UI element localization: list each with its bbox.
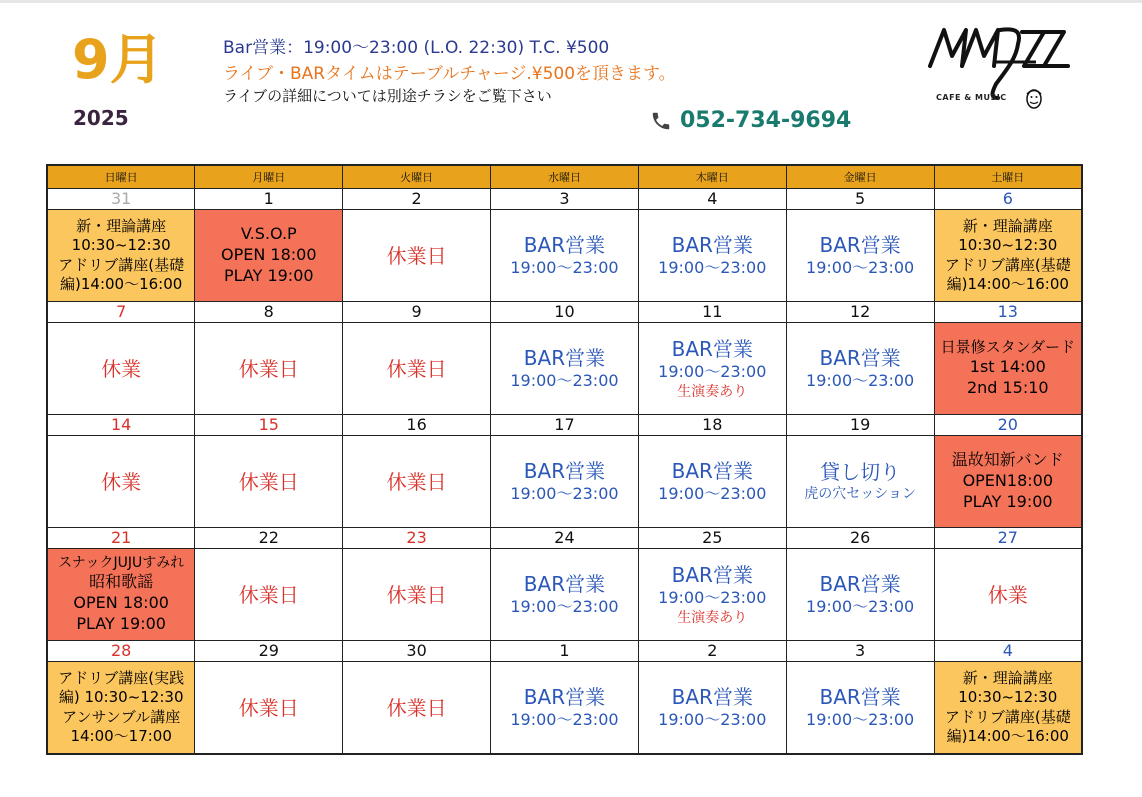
day-cell xyxy=(638,210,786,302)
event-text: BAR営業 xyxy=(671,685,753,710)
event-text: 休業 xyxy=(101,469,142,494)
face-icon xyxy=(1024,88,1044,110)
date-number-tue: 9 xyxy=(343,302,491,323)
event-text: 19:00〜23:00 xyxy=(658,588,767,607)
date-number-tue: 23 xyxy=(343,528,491,549)
date-number-thu: 18 xyxy=(638,415,786,436)
event-text: 2nd 15:10 xyxy=(966,378,1049,398)
date-number-sun: 21 xyxy=(47,528,195,549)
day-cell xyxy=(343,210,491,302)
event-text: 昭和歌謡 xyxy=(89,572,154,592)
event-text: 編) 10:30~12:30 xyxy=(58,688,184,706)
event-text: 19:00〜23:00 xyxy=(658,484,767,504)
day-cell xyxy=(47,210,195,302)
day-cell xyxy=(934,549,1082,641)
date-number-tue: 2 xyxy=(343,189,491,210)
event-text: 19:00〜23:00 xyxy=(510,484,619,504)
date-number-mon: 22 xyxy=(195,528,343,549)
event-text: 虎の穴セッション xyxy=(804,486,916,503)
day-cell xyxy=(195,662,343,755)
day-cell xyxy=(638,549,786,641)
event-text: スナックJUJUすみれ xyxy=(58,555,185,572)
event-text: 休業日 xyxy=(238,695,299,720)
event-text: BAR営業 xyxy=(671,233,753,258)
date-number-fri: 3 xyxy=(786,641,934,662)
day-cell xyxy=(47,662,195,755)
date-number-tue: 16 xyxy=(343,415,491,436)
date-number-sat: 20 xyxy=(934,415,1082,436)
event-text: 19:00〜23:00 xyxy=(806,597,915,617)
event-text: 休業日 xyxy=(386,695,447,720)
bar-hours-line: Bar営業：19:00〜23:00 (L.O. 22:30) T.C. ¥500 xyxy=(223,38,610,58)
day-cell xyxy=(195,436,343,528)
event-text: 19:00〜23:00 xyxy=(658,710,767,730)
weekday-sun: 日曜日 xyxy=(47,165,195,189)
event-text: 休業日 xyxy=(386,469,447,494)
event-text: 19:00〜23:00 xyxy=(806,710,915,730)
day-cell xyxy=(934,323,1082,415)
weekday-wed: 水曜日 xyxy=(491,165,639,189)
event-text: 休業日 xyxy=(386,356,447,381)
event-row xyxy=(47,549,1082,641)
day-cell xyxy=(343,323,491,415)
date-number-sun: 28 xyxy=(47,641,195,662)
event-text: 休業 xyxy=(101,356,142,381)
event-text: 休業日 xyxy=(238,469,299,494)
weekday-sat: 土曜日 xyxy=(934,165,1082,189)
event-text: BAR営業 xyxy=(819,346,901,371)
day-cell xyxy=(195,210,343,302)
weekday-thu: 木曜日 xyxy=(638,165,786,189)
day-cell xyxy=(343,549,491,641)
date-number-thu: 11 xyxy=(638,302,786,323)
event-text: PLAY 19:00 xyxy=(962,491,1053,511)
weekday-mon: 月曜日 xyxy=(195,165,343,189)
day-cell xyxy=(491,436,639,528)
day-cell xyxy=(638,662,786,755)
date-row xyxy=(47,189,1082,210)
date-number-fri: 19 xyxy=(786,415,934,436)
date-number-sun: 31 xyxy=(47,189,195,210)
event-text: アンサンブル講座 xyxy=(62,707,181,726)
event-row xyxy=(47,323,1082,415)
event-row xyxy=(47,662,1082,755)
date-number-mon: 15 xyxy=(195,415,343,436)
event-text: 新・理論講座 xyxy=(962,216,1053,235)
event-text: OPEN18:00 xyxy=(962,471,1053,491)
date-number-sun: 7 xyxy=(47,302,195,323)
date-number-sat: 4 xyxy=(934,641,1082,662)
event-text: 休業 xyxy=(987,582,1028,607)
event-text: 生演奏あり xyxy=(677,609,748,626)
event-text: 貸し切り xyxy=(820,460,901,485)
date-number-fri: 5 xyxy=(786,189,934,210)
date-row xyxy=(47,641,1082,662)
event-text: 新・理論講座 xyxy=(76,216,167,235)
event-text: 休業日 xyxy=(238,582,299,607)
day-cell xyxy=(491,549,639,641)
event-text: OPEN 18:00 xyxy=(221,245,317,265)
event-text: 休業日 xyxy=(386,243,447,268)
event-text: 19:00〜23:00 xyxy=(806,371,915,391)
event-text: BAR営業 xyxy=(819,572,901,597)
date-row xyxy=(47,302,1082,323)
event-text: 10:30~12:30 xyxy=(71,236,171,254)
day-cell xyxy=(47,549,195,641)
phone-icon xyxy=(650,110,672,132)
day-cell xyxy=(786,210,934,302)
event-row xyxy=(47,436,1082,528)
event-text: 日景修スタンダード xyxy=(940,337,1075,356)
event-text: 19:00〜23:00 xyxy=(510,258,619,278)
event-text: 1st 14:00 xyxy=(969,357,1046,377)
day-cell xyxy=(47,323,195,415)
event-text: BAR営業 xyxy=(671,337,753,361)
date-number-wed: 10 xyxy=(491,302,639,323)
date-row xyxy=(47,415,1082,436)
date-number-mon: 8 xyxy=(195,302,343,323)
event-text: BAR営業 xyxy=(523,572,606,597)
event-text: 編)14:00〜16:00 xyxy=(946,275,1069,293)
day-cell xyxy=(934,210,1082,302)
day-cell xyxy=(195,323,343,415)
day-cell xyxy=(343,662,491,755)
event-text: 休業日 xyxy=(386,582,447,607)
event-text: BAR営業 xyxy=(523,459,606,484)
date-number-wed: 1 xyxy=(491,641,639,662)
event-text: 14:00〜17:00 xyxy=(70,727,172,745)
event-text: BAR営業 xyxy=(671,563,753,587)
event-text: 温故知新バンド xyxy=(951,450,1064,470)
calendar-table xyxy=(46,164,1083,755)
event-text: 19:00〜23:00 xyxy=(510,597,619,617)
event-text: BAR営業 xyxy=(819,233,901,258)
weekday-tue: 火曜日 xyxy=(343,165,491,189)
date-number-tue: 30 xyxy=(343,641,491,662)
flyer-note-line: ライブの詳細については別途チラシをご覧下さい xyxy=(223,87,552,105)
event-text: 編)14:00〜16:00 xyxy=(60,275,183,293)
event-text: PLAY 19:00 xyxy=(223,265,314,285)
event-text: 19:00〜23:00 xyxy=(510,371,619,391)
day-cell xyxy=(934,662,1082,755)
calendar-body xyxy=(47,189,1082,755)
day-cell xyxy=(786,323,934,415)
event-text: アドリブ講座(基礎 xyxy=(944,707,1071,726)
day-cell xyxy=(491,662,639,755)
event-text: 19:00〜23:00 xyxy=(510,710,619,730)
phone-number[interactable] xyxy=(650,108,851,133)
logo-subtitle: CAFE & MUSIC xyxy=(936,93,1007,102)
event-text: 新・理論講座 xyxy=(962,668,1053,687)
table-charge-line: ライブ・BARタイムはテーブルチャージ.¥500を頂きます。 xyxy=(223,64,676,84)
day-cell xyxy=(786,549,934,641)
day-cell xyxy=(343,436,491,528)
event-text: 19:00〜23:00 xyxy=(806,258,915,278)
phone-text: 052-734-9694 xyxy=(680,108,852,133)
day-cell xyxy=(638,323,786,415)
day-cell xyxy=(786,662,934,755)
date-number-wed: 3 xyxy=(491,189,639,210)
day-cell xyxy=(491,210,639,302)
event-text: 休業日 xyxy=(238,356,299,381)
date-number-fri: 26 xyxy=(786,528,934,549)
date-number-mon: 1 xyxy=(195,189,343,210)
event-text: 10:30~12:30 xyxy=(958,688,1058,706)
date-number-thu: 25 xyxy=(638,528,786,549)
date-number-fri: 12 xyxy=(786,302,934,323)
page-top-border xyxy=(0,0,1142,3)
month-title: 9月 xyxy=(72,28,164,91)
event-text: BAR営業 xyxy=(671,459,753,484)
event-text: PLAY 19:00 xyxy=(76,613,166,633)
date-number-wed: 24 xyxy=(491,528,639,549)
event-text: 10:30~12:30 xyxy=(958,236,1058,254)
day-cell xyxy=(195,549,343,641)
day-cell xyxy=(47,436,195,528)
day-cell xyxy=(491,323,639,415)
day-cell xyxy=(786,436,934,528)
event-text: BAR営業 xyxy=(523,346,606,371)
date-row xyxy=(47,528,1082,549)
weekday-fri: 金曜日 xyxy=(786,165,934,189)
event-text: OPEN 18:00 xyxy=(73,593,169,613)
event-text: BAR営業 xyxy=(523,233,606,258)
year-label: 2025 xyxy=(73,106,129,130)
date-number-sat: 13 xyxy=(934,302,1082,323)
event-row xyxy=(47,210,1082,302)
event-text: BAR営業 xyxy=(523,685,606,710)
event-text: 19:00〜23:00 xyxy=(658,258,767,278)
date-number-thu: 2 xyxy=(638,641,786,662)
date-number-sun: 14 xyxy=(47,415,195,436)
day-cell xyxy=(638,436,786,528)
date-number-sat: 27 xyxy=(934,528,1082,549)
event-text: 編)14:00〜16:00 xyxy=(946,727,1069,745)
weekday-header-row xyxy=(47,165,1082,189)
date-number-sat: 6 xyxy=(934,189,1082,210)
date-number-thu: 4 xyxy=(638,189,786,210)
day-cell xyxy=(934,436,1082,528)
event-text: アドリブ講座(基礎 xyxy=(944,255,1071,274)
event-text: 19:00〜23:00 xyxy=(658,362,767,381)
event-text: 生演奏あり xyxy=(677,383,748,400)
event-text: V.S.O.P xyxy=(240,224,297,244)
event-text: BAR営業 xyxy=(819,685,901,710)
date-number-mon: 29 xyxy=(195,641,343,662)
event-text: アドリブ講座(実践 xyxy=(58,668,185,687)
date-number-wed: 17 xyxy=(491,415,639,436)
event-text: アドリブ講座(基礎 xyxy=(58,255,185,274)
